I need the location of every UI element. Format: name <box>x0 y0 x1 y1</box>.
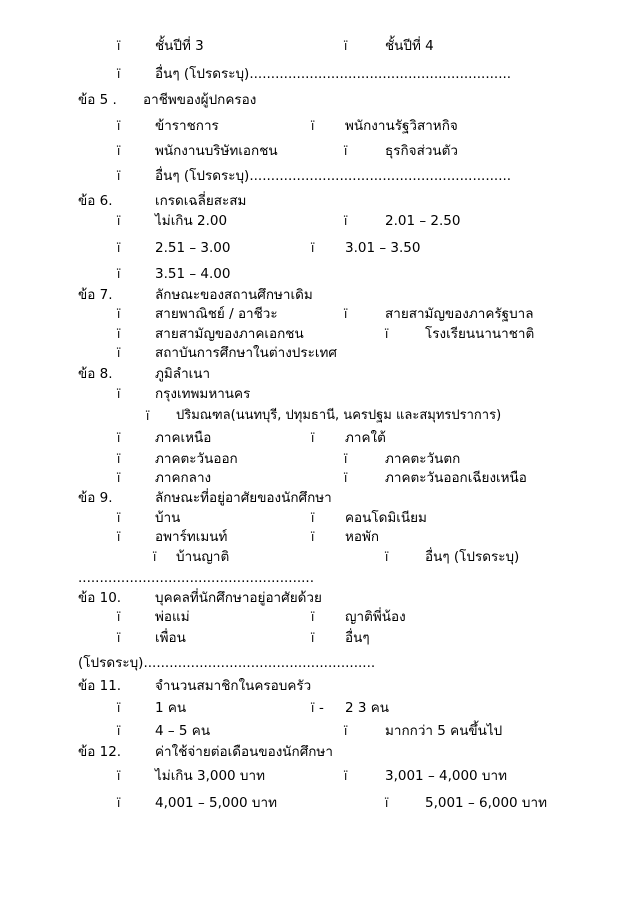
option-label: 3.51 – 4.00 <box>155 266 231 282</box>
option-label: พนักงานบริษัทเอกชน <box>155 143 278 159</box>
question-number: ข้อ 11. <box>78 678 122 694</box>
checkbox-icon[interactable]: ï <box>117 769 121 783</box>
checkbox-icon[interactable]: ï <box>311 631 315 645</box>
question-number: ข้อ 5 . <box>78 92 117 108</box>
specify-dots: (โปรดระบุ)...................................................... <box>78 655 376 671</box>
checkbox-icon[interactable]: ï <box>117 119 121 133</box>
checkbox-icon[interactable]: ï <box>117 39 121 53</box>
option-label: บ้าน <box>155 510 181 526</box>
checkbox-icon[interactable]: ï <box>311 530 315 544</box>
question-number: ข้อ 8. <box>78 366 113 382</box>
question-title: ลักษณะของสถานศึกษาเดิม <box>155 287 313 303</box>
option-label: 5,001 – 6,000 บาท <box>425 795 547 811</box>
question-title: เกรดเฉลี่ยสะสม <box>155 193 247 209</box>
checkbox-icon[interactable]: ï <box>385 550 389 564</box>
checkbox-icon[interactable]: ï <box>311 610 315 624</box>
checkbox-icon[interactable]: ï <box>344 39 348 53</box>
option-label: ภาคตะวันตก <box>385 451 461 467</box>
checkbox-icon[interactable]: ï <box>117 530 121 544</box>
checkbox-icon[interactable]: ï <box>117 796 121 810</box>
checkbox-icon[interactable]: ï <box>117 471 121 485</box>
question-number: ข้อ 6. <box>78 193 113 209</box>
option-label: อื่นๆ (โปรดระบุ)............................................................. <box>155 66 512 82</box>
option-label: ภาคเหนือ <box>155 430 212 446</box>
checkbox-icon[interactable]: ï <box>117 431 121 445</box>
checkbox-icon[interactable]: ï <box>117 610 121 624</box>
checkbox-icon[interactable]: ï <box>344 214 348 228</box>
specify-dots: ....................................................... <box>78 570 315 586</box>
option-label: 3.01 – 3.50 <box>345 240 421 256</box>
option-label: บ้านญาติ <box>176 549 230 565</box>
checkbox-icon[interactable]: ï <box>117 346 121 360</box>
question-number: ข้อ 10. <box>78 590 122 606</box>
option-label: อพาร์ทเมนท์ <box>155 529 228 545</box>
option-label: สายสามัญของภาคเอกชน <box>155 326 304 342</box>
option-dash: - <box>319 700 324 716</box>
option-label: โรงเรียนนานาชาติ <box>425 326 535 342</box>
question-number: ข้อ 9. <box>78 490 113 506</box>
checkbox-icon[interactable]: ï <box>153 550 157 564</box>
option-label: 3,001 – 4,000 บาท <box>385 768 507 784</box>
option-label: ข้าราชการ <box>155 118 219 134</box>
checkbox-icon[interactable]: ï <box>311 119 315 133</box>
option-label: 2 3 คน <box>345 700 390 716</box>
option-label: 4 – 5 คน <box>155 723 211 739</box>
question-title: บุคคลที่นักศึกษาอยู่อาศัยด้วย <box>155 590 322 606</box>
checkbox-icon[interactable]: ï <box>117 267 121 281</box>
checkbox-icon[interactable]: ï <box>344 769 348 783</box>
question-number: ข้อ 7. <box>78 287 113 303</box>
checkbox-icon[interactable]: ï <box>117 241 121 255</box>
option-label: อื่นๆ (โปรดระบุ)............................................................. <box>155 168 512 184</box>
checkbox-icon[interactable]: ï <box>117 724 121 738</box>
option-label: อื่นๆ (โปรดระบุ) <box>425 549 520 565</box>
checkbox-icon[interactable]: ï <box>117 327 121 341</box>
checkbox-icon[interactable]: ï <box>344 452 348 466</box>
checkbox-icon[interactable]: ï <box>117 169 121 183</box>
question-title: ลักษณะที่อยู่อาศัยของนักศึกษา <box>155 490 332 506</box>
checkbox-icon[interactable]: ï <box>311 701 315 715</box>
checkbox-icon[interactable]: ï <box>117 307 121 321</box>
option-label: ญาติพี่น้อง <box>345 609 406 625</box>
checkbox-icon[interactable]: ï <box>344 724 348 738</box>
option-label: สายพาณิชย์ / อาชีวะ <box>155 306 278 322</box>
option-label: ไม่เกิน 2.00 <box>155 213 228 229</box>
option-label: มากกว่า 5 คนขึ้นไป <box>385 723 503 739</box>
option-label: หอพัก <box>345 529 380 545</box>
checkbox-icon[interactable]: ï <box>117 144 121 158</box>
option-label: ธุรกิจส่วนตัว <box>385 143 458 159</box>
option-label: คอนโดมิเนียม <box>345 510 427 526</box>
option-label: พ่อแม่ <box>155 609 190 625</box>
option-label: อื่นๆ <box>345 630 370 646</box>
option-label: กรุงเทพมหานคร <box>155 386 251 402</box>
checkbox-icon[interactable]: ï <box>117 452 121 466</box>
checkbox-icon[interactable]: ï <box>146 409 150 423</box>
option-label: ชั้นปีที่ 4 <box>385 38 434 54</box>
option-label: 2.01 – 2.50 <box>385 213 461 229</box>
option-label: สถาบันการศึกษาในต่างประเทศ <box>155 345 337 361</box>
checkbox-icon[interactable]: ï <box>344 471 348 485</box>
checkbox-icon[interactable]: ï <box>117 701 121 715</box>
question-title: อาชีพของผู้ปกครอง <box>143 92 257 108</box>
option-label: ภาคใต้ <box>345 430 386 446</box>
checkbox-icon[interactable]: ï <box>117 631 121 645</box>
option-label: เพื่อน <box>155 630 186 646</box>
option-label: 2.51 – 3.00 <box>155 240 231 256</box>
checkbox-icon[interactable]: ï <box>117 511 121 525</box>
option-label: 1 คน <box>155 700 187 716</box>
checkbox-icon[interactable]: ï <box>311 511 315 525</box>
option-label: สายสามัญของภาครัฐบาล <box>385 306 534 322</box>
question-title: ค่าใช้จ่ายต่อเดือนของนักศึกษา <box>155 744 333 760</box>
option-label: ภาคตะวันออกเฉียงเหนือ <box>385 470 527 486</box>
question-title: ภูมิลำเนา <box>155 366 211 382</box>
checkbox-icon[interactable]: ï <box>344 144 348 158</box>
checkbox-icon[interactable]: ï <box>311 241 315 255</box>
checkbox-icon[interactable]: ï <box>344 307 348 321</box>
option-label: ไม่เกิน 3,000 บาท <box>155 768 265 784</box>
question-number: ข้อ 12. <box>78 744 122 760</box>
checkbox-icon[interactable]: ï <box>311 431 315 445</box>
option-label: ภาคตะวันออก <box>155 451 238 467</box>
option-label: ชั้นปีที่ 3 <box>155 38 204 54</box>
option-label: 4,001 – 5,000 บาท <box>155 795 277 811</box>
question-title: จำนวนสมาชิกในครอบครัว <box>155 678 312 694</box>
option-label: ปริมณฑล(นนทบุรี, ปทุมธานี, นครปฐม และสมุทรปราการ) <box>176 408 502 423</box>
option-label: พนักงานรัฐวิสาหกิจ <box>345 118 458 134</box>
checkbox-icon[interactable]: ï <box>117 67 121 81</box>
option-label: ภาคกลาง <box>155 470 212 486</box>
checkbox-icon[interactable]: ï <box>385 327 389 341</box>
checkbox-icon[interactable]: ï <box>385 796 389 810</box>
checkbox-icon[interactable]: ï <box>117 214 121 228</box>
checkbox-icon[interactable]: ï <box>117 387 121 401</box>
